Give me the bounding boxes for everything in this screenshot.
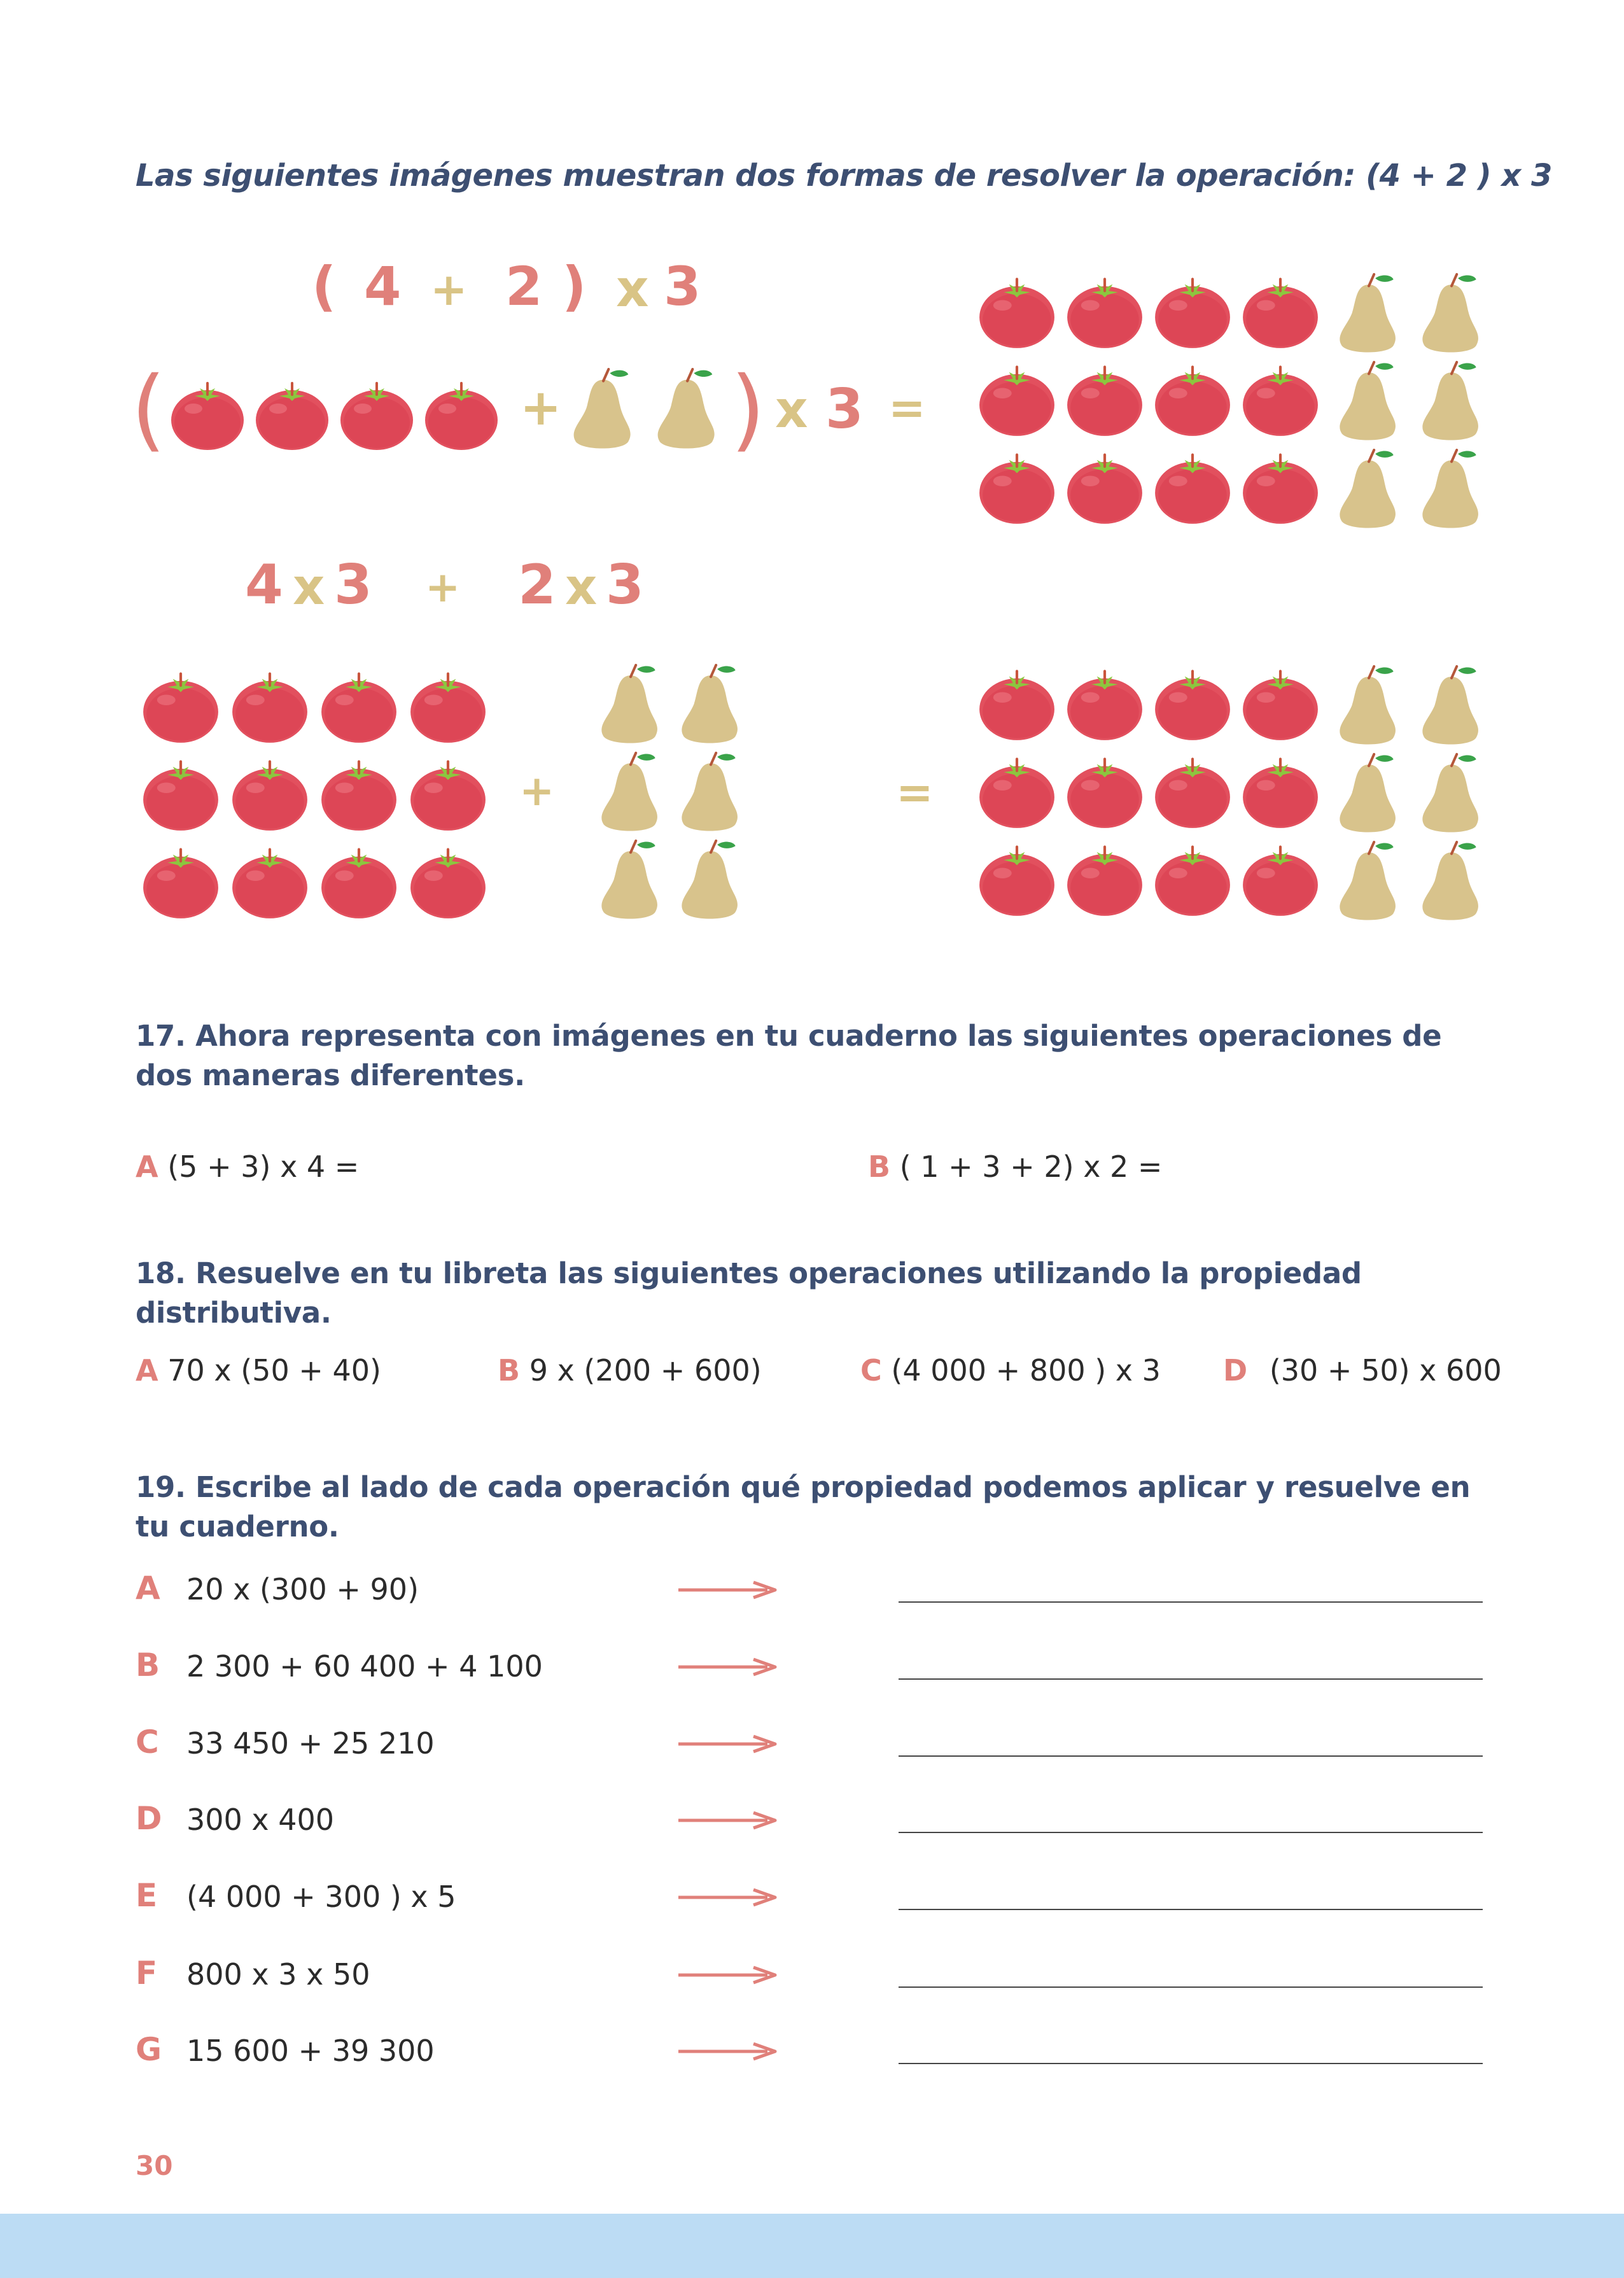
pear-icon — [1411, 662, 1489, 747]
answer-line[interactable] — [899, 1986, 1483, 1988]
answer-line[interactable] — [899, 1755, 1483, 1757]
arrow-right-icon — [678, 1964, 778, 1986]
tomato-icon — [230, 840, 309, 922]
row-expression: 20 x (300 + 90) — [186, 1572, 419, 1607]
answer-line[interactable] — [899, 2063, 1483, 2064]
row-letter: E — [136, 1877, 158, 1914]
item-expr: 70 x (50 + 40) — [167, 1353, 381, 1388]
fruit-three: 3 — [825, 377, 864, 441]
fruit-plus: + — [520, 379, 562, 437]
tomato-icon — [423, 374, 500, 453]
eq1-num-b: 2 — [505, 255, 543, 318]
pear-icon — [591, 749, 668, 834]
q19-row-f — [136, 1957, 1485, 1995]
q18-title: 18. Resuelve en tu libreta las siguientes operaciones utilizando la propiedad distributiva. — [136, 1256, 1362, 1330]
row-expression: 15 600 + 39 300 — [186, 2034, 435, 2068]
answer-line[interactable] — [899, 1601, 1483, 1603]
item-expr: ( 1 + 3 + 2) x 2 = — [899, 1150, 1163, 1184]
tomato-group-4 — [169, 374, 500, 456]
tomato-icon — [1065, 358, 1144, 439]
fruit-equals: = — [888, 382, 926, 434]
item-expr: (5 + 3) x 4 = — [167, 1150, 360, 1184]
eq2-times-2: x — [565, 559, 598, 616]
tomato-icon — [977, 750, 1056, 831]
tomato-icon — [1065, 270, 1144, 351]
row-expression: 800 x 3 x 50 — [186, 1957, 370, 1992]
eq1-paren-open: ( — [312, 255, 337, 318]
fruit-paren-open: ( — [131, 358, 166, 461]
tomato-icon — [1153, 838, 1232, 919]
tomato-icon — [1153, 662, 1232, 743]
q19-row-e — [136, 1877, 1485, 1918]
row-expression: 300 x 400 — [186, 1803, 335, 1837]
pear-icon — [1329, 446, 1406, 531]
tomato-icon — [1241, 270, 1320, 351]
pear-icon — [591, 836, 668, 922]
item-letter: A — [136, 1150, 158, 1184]
pear-icon — [671, 661, 748, 746]
tomato-icon — [1241, 750, 1320, 831]
item-letter: C — [860, 1353, 882, 1388]
pear-icon — [1411, 446, 1489, 531]
tomato-icon — [1065, 750, 1144, 831]
tomato-icon — [141, 752, 220, 834]
tomato-icon — [1153, 270, 1232, 351]
tomato-icon — [977, 358, 1056, 439]
tomato-icon — [409, 752, 487, 834]
row-letter: F — [136, 1955, 158, 1992]
tomato-icon — [169, 374, 246, 453]
row2-plus: + — [519, 766, 555, 815]
arrow-right-icon — [678, 1809, 778, 1832]
row-letter: G — [136, 2031, 162, 2068]
pear-icon — [671, 749, 748, 834]
item-letter: A — [136, 1353, 158, 1388]
eq1-paren-close: ) — [562, 255, 587, 318]
arrow-right-icon — [678, 1656, 778, 1678]
q17-item-b — [868, 1150, 1163, 1184]
row-letter: D — [136, 1800, 162, 1837]
arrow-right-icon — [678, 1886, 778, 1909]
arrow-right-icon — [678, 2040, 778, 2063]
q19-row-a — [136, 1572, 1485, 1610]
item-letter: B — [498, 1353, 521, 1388]
eq2-plus: + — [425, 563, 461, 612]
result-grid-bottom — [977, 662, 1494, 925]
eq1-num-c: 3 — [664, 255, 701, 318]
tomato-icon — [1153, 358, 1232, 439]
pear-icon — [1411, 838, 1489, 923]
eq1-times: x — [616, 259, 649, 318]
row2-equals: = — [896, 766, 934, 819]
q19-row-g — [136, 2031, 1485, 2072]
q18-item-a — [136, 1353, 381, 1388]
tomato-icon — [977, 662, 1056, 743]
pear-icon — [1411, 270, 1489, 355]
pear-icon — [563, 362, 641, 454]
row-expression: (4 000 + 300 ) x 5 — [186, 1880, 456, 1914]
tomato-icon — [977, 446, 1056, 527]
tomato-icon — [319, 752, 398, 834]
pear-icon — [1329, 270, 1406, 355]
tomato-icon — [1153, 750, 1232, 831]
eq2-times-1: x — [293, 559, 325, 616]
row-letter: B — [136, 1647, 160, 1684]
tomato-icon — [1153, 446, 1232, 527]
q18-item-c — [860, 1353, 1161, 1388]
q19-title: 19. Escribe al lado de cada operación qué propiedad podemos aplicar y resuelve en tu cuaderno. — [136, 1470, 1471, 1543]
pear-icon — [1329, 838, 1406, 923]
tomato-icon — [409, 840, 487, 922]
page-number: 30 — [136, 2150, 173, 2181]
tomato-icon — [141, 840, 220, 922]
tomato-grid-4x3 — [141, 664, 498, 928]
q19-row-c — [136, 1726, 1485, 1764]
tomato-icon — [1241, 662, 1320, 743]
q17-title: 17. Ahora representa con imágenes en tu cuaderno las siguientes operaciones de dos maneras diferentes. — [136, 1019, 1442, 1092]
tomato-icon — [1065, 446, 1144, 527]
pear-icon — [1411, 358, 1489, 443]
answer-line[interactable] — [899, 1909, 1483, 1910]
q17-item-a — [136, 1150, 360, 1184]
tomato-icon — [1241, 358, 1320, 439]
tomato-icon — [1241, 838, 1320, 919]
tomato-icon — [1241, 446, 1320, 527]
tomato-icon — [977, 270, 1056, 351]
answer-line[interactable] — [899, 1678, 1483, 1680]
q19-row-d — [136, 1800, 1485, 1841]
pear-icon — [1329, 662, 1406, 747]
pear-icon — [1329, 358, 1406, 443]
arrow-right-icon — [678, 1578, 778, 1601]
tomato-icon — [254, 374, 330, 453]
eq2-num-d: 3 — [606, 553, 644, 617]
pear-icon — [1411, 750, 1489, 835]
tomato-icon — [319, 664, 398, 746]
item-letter: D — [1223, 1353, 1248, 1388]
tomato-icon — [1065, 662, 1144, 743]
q18-item-b — [498, 1353, 762, 1388]
tomato-icon — [977, 838, 1056, 919]
intro-text: Las siguientes imágenes muestran dos formas de resolver la operación: (4 + 2 ) x 3 — [136, 158, 1552, 193]
item-expr: 9 x (200 + 600) — [529, 1353, 762, 1388]
eq2-num-b: 3 — [334, 553, 372, 617]
eq1-plus: + — [430, 264, 468, 316]
tomato-icon — [230, 752, 309, 834]
row-letter: C — [136, 1724, 159, 1761]
tomato-icon — [1065, 838, 1144, 919]
pear-icon — [671, 836, 748, 922]
item-letter: B — [868, 1150, 891, 1184]
fruit-times: x — [775, 380, 808, 439]
pear-icon — [591, 661, 668, 746]
eq2-num-a: 4 — [245, 553, 283, 617]
row-expression: 33 450 + 25 210 — [186, 1726, 435, 1761]
row-letter: A — [136, 1570, 160, 1607]
footer-band — [0, 2214, 1624, 2278]
q18-item-d — [1223, 1353, 1502, 1388]
tomato-icon — [141, 664, 220, 746]
pear-grid-2x3 — [591, 661, 751, 924]
item-expr: (30 + 50) x 600 — [1269, 1353, 1502, 1388]
tomato-icon — [230, 664, 309, 746]
eq2-num-c: 2 — [518, 553, 556, 617]
row-expression: 2 300 + 60 400 + 4 100 — [186, 1649, 543, 1684]
pear-group-2 — [563, 362, 734, 457]
pear-icon — [647, 362, 725, 454]
tomato-icon — [409, 664, 487, 746]
arrow-right-icon — [678, 1733, 778, 1755]
result-grid-top — [977, 270, 1494, 533]
pear-icon — [1329, 750, 1406, 835]
q19-row-b — [136, 1649, 1485, 1687]
answer-line[interactable] — [899, 1832, 1483, 1833]
tomato-icon — [339, 374, 415, 453]
item-expr: (4 000 + 800 ) x 3 — [891, 1353, 1161, 1388]
eq1-num-a: 4 — [364, 255, 402, 318]
fruit-paren-close: ) — [731, 358, 766, 461]
tomato-icon — [319, 840, 398, 922]
